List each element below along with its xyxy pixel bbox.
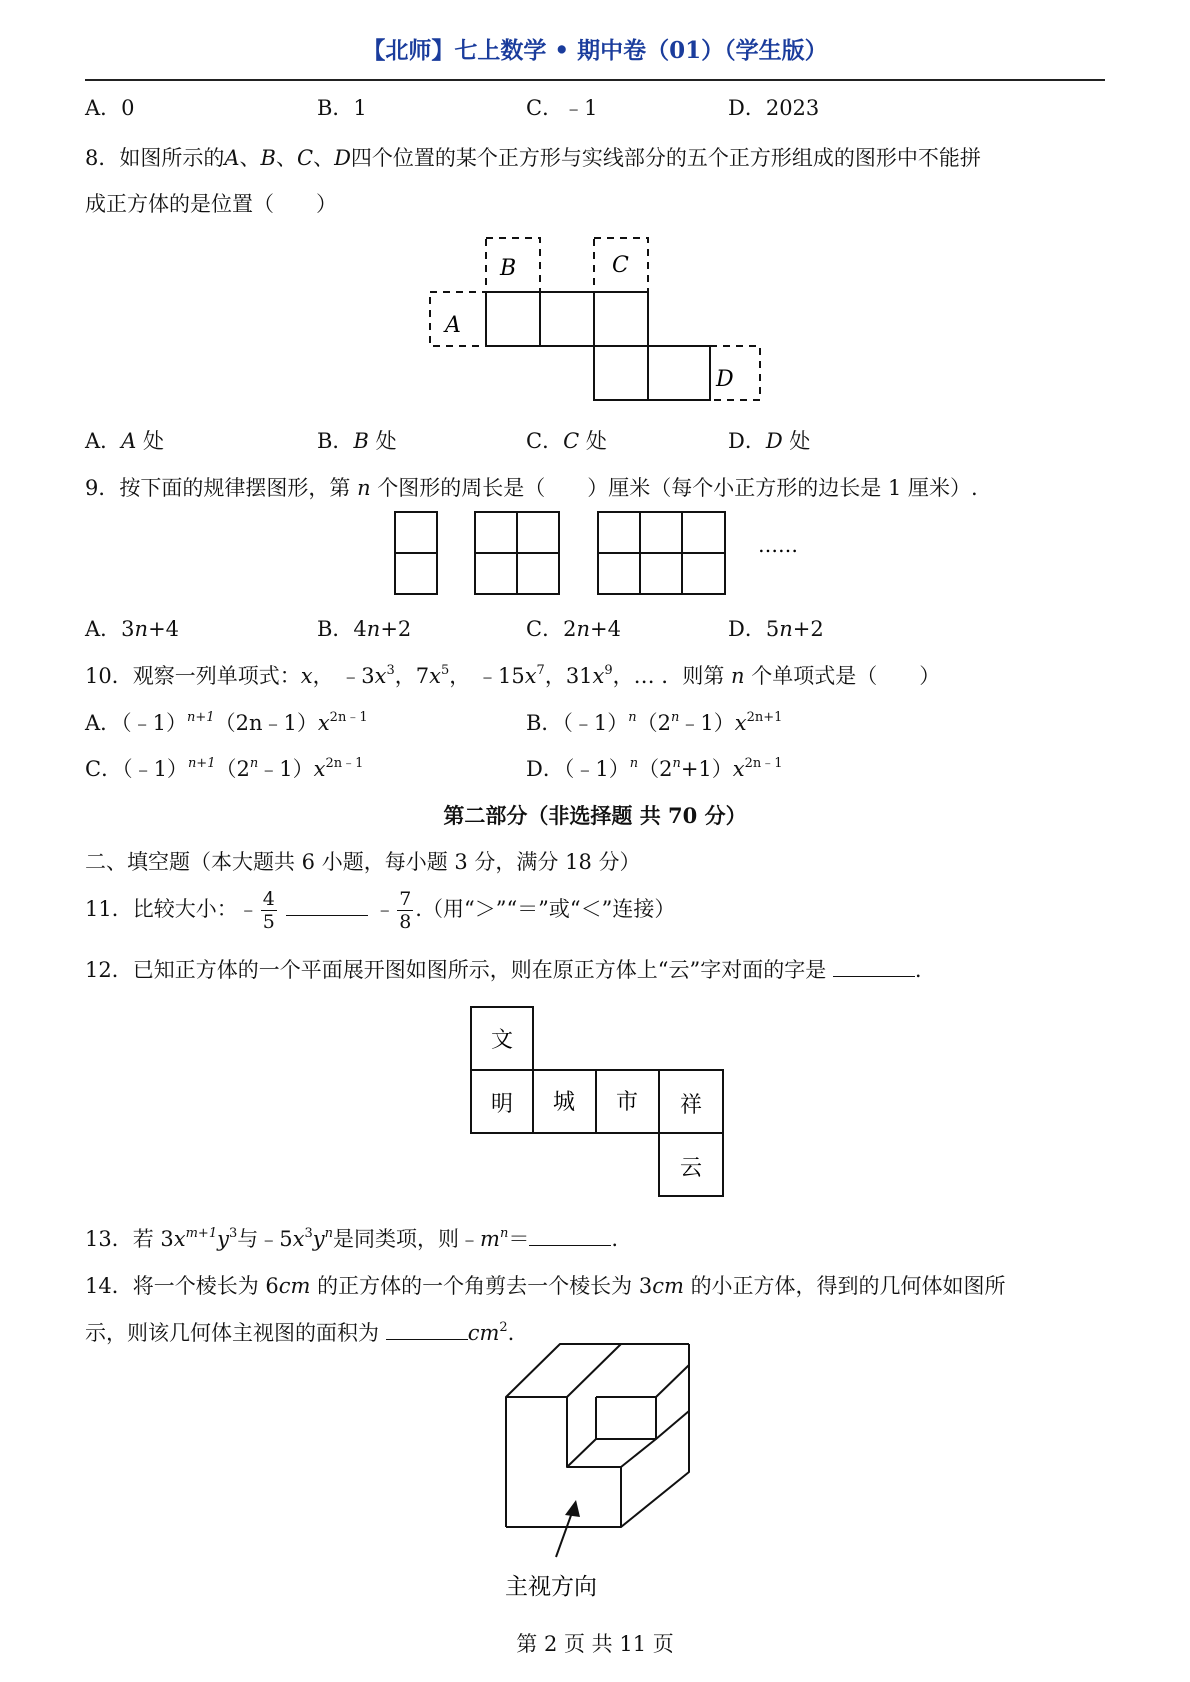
fraction-7-8: $\frac{7}{8}$ [399, 888, 412, 933]
q7-option-a: A．0 [85, 96, 135, 120]
net-cell-cheng: 城 [552, 1090, 576, 1115]
net-label-d: D [716, 367, 734, 392]
q14-line1: 14．将一个棱长为 6cm 的正方体的一个角剪去一个棱长为 3cm 的小正方体，得到的几何体如图所 [85, 1274, 1006, 1298]
q14-line2: 示，则该几何体主视图的面积为 $cm^2$. [85, 1320, 515, 1345]
q8-option-d: D．D 处 [728, 429, 811, 453]
q10-text: 10．观察一列单项式：x， $﹣3x^3$，$7x^5$， $﹣15x^7$，$31x^9$，… ．则第 n 个单项式是（ ） [85, 663, 941, 688]
q10-option-c: C．$(﹣1)^{n+1}(2^n﹣1)x^{2n﹣1}$ [85, 756, 364, 781]
q8-line2: 成正方体的是位置（ ） [85, 192, 337, 216]
q7-option-b: B．1 [317, 96, 367, 120]
net-label-b: B [500, 256, 517, 281]
net-cell-xiang: 祥 [679, 1093, 703, 1118]
q7-option-c: C．﹣1 [526, 96, 598, 120]
net-cell-ming: 明 [490, 1092, 514, 1117]
q10-option-b: B．$(﹣1)^n(2^n﹣1)x^{2n+1}$ [526, 710, 783, 735]
q9-text: 9．按下面的规律摆图形，第 n 个图形的周长是（ ）厘米（每个小正方形的边长是 1 厘米）. [85, 476, 978, 500]
q11-text: 11．比较大小：﹣ $\frac{4}{5}$ ﹣ $\frac{7}{8}$ .（用“＞”“＝”或“＜”连接） [85, 888, 676, 933]
q7-option-d: D．2023 [728, 96, 820, 120]
pattern-ellipsis: …… [758, 533, 798, 557]
part2-heading: 第二部分（非选择题 共 70 分） [443, 803, 747, 828]
q8-option-b: B．B 处 [317, 429, 397, 453]
fraction-4-5: $\frac{4}{5}$ [262, 888, 275, 933]
q9-option-c: C．2n+4 [526, 617, 621, 641]
section2-heading: 二、填空题（本大题共 6 小题，每小题 3 分，满分 18 分） [85, 850, 641, 874]
net-label-a: A [445, 313, 461, 338]
q12-text: 12．已知正方体的一个平面展开图如图所示，则在原正方体上“云”字对面的字是 . [85, 958, 922, 982]
q9-option-a: A．3n+4 [85, 617, 180, 641]
q10-option-d: D．$(﹣1)^n(2^n+1)x^{2n﹣1}$ [526, 756, 783, 781]
page-footer: 第 2 页 共 11 页 [516, 1632, 674, 1656]
view-direction-caption: 主视方向 [505, 1574, 597, 1600]
q13-text: 13．若 $3x^{m+1}y^3$与$﹣5x^3y^n$是同类项，则$﹣m^n=$ . [85, 1226, 618, 1251]
net-label-c: C [612, 253, 629, 278]
q10-option-a: A．$(﹣1)^{n+1}(2n﹣1)x^{2n﹣1}$ [85, 710, 368, 735]
net-cell-wen: 文 [490, 1028, 514, 1053]
page-title: 【北师】七上数学 • 期中卷（01）（学生版） [362, 37, 828, 64]
q9-option-b: B．4n+2 [317, 617, 412, 641]
q9-option-d: D．5n+2 [728, 617, 824, 641]
net-cell-shi: 市 [615, 1090, 639, 1115]
q8-line1: 8．如图所示的A、B、C、D四个位置的某个正方形与实线部分的五个正方形组成的图形中不能拼 [85, 146, 981, 170]
net-cell-yun: 云 [679, 1156, 703, 1181]
q8-option-c: C．C 处 [526, 429, 607, 453]
q8-option-a: A．A 处 [85, 429, 165, 453]
